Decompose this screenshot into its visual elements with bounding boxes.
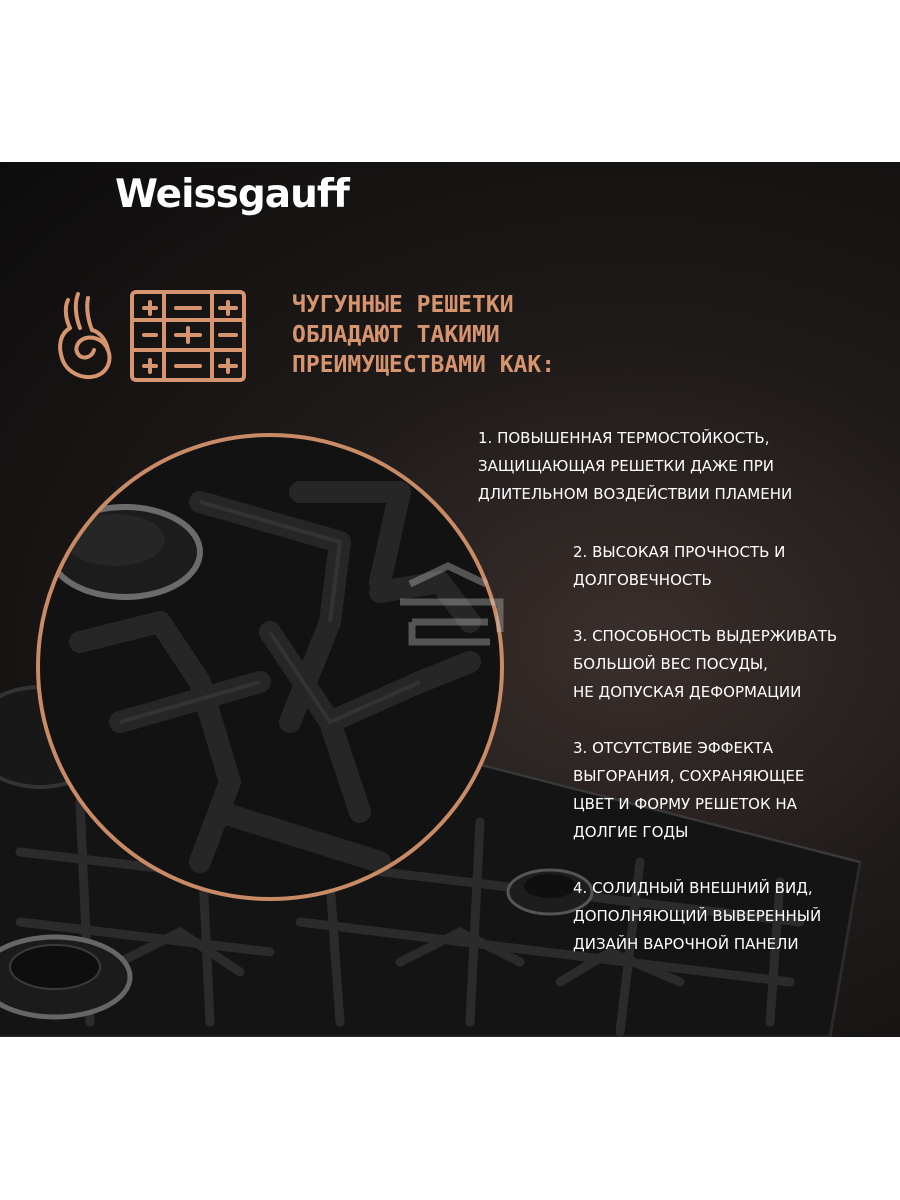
feature-line: ДОПОЛНЯЮЩИЙ ВЫВЕРЕННЫЙ (573, 907, 822, 925)
grate-icon (128, 288, 248, 384)
feature-line: 3. ОТСУТСТВИЕ ЭФФЕКТА (573, 739, 774, 757)
feature-line: НЕ ДОПУСКАЯ ДЕФОРМАЦИИ (573, 683, 802, 701)
heading-title (292, 290, 555, 380)
banner-panel (0, 162, 900, 1037)
feature-line: ЗАЩИЩАЮЩАЯ РЕШЕТКИ ДАЖЕ ПРИ (478, 457, 774, 475)
heading-line: ОБЛАДАЮТ ТАКИМИ (292, 322, 500, 348)
feature-line: 2. ВЫСОКАЯ ПРОЧНОСТЬ И (573, 543, 786, 561)
ok-hand-icon (50, 288, 114, 384)
feature-line: ВЫГОРАНИЯ, СОХРАНЯЮЩЕЕ (573, 767, 805, 785)
feature-line: 1. ПОВЫШЕННАЯ ТЕРМОСТОЙКОСТЬ, (478, 429, 770, 447)
feature-line: ЦВЕТ И ФОРМУ РЕШЕТОК НА (573, 795, 797, 813)
feature-2 (573, 538, 785, 594)
heading-line: ПРЕИМУЩЕСТВАМИ КАК: (292, 352, 556, 378)
feature-line: БОЛЬШОЙ ВЕС ПОСУДЫ, (573, 655, 768, 673)
feature-line: ДЛИТЕЛЬНОМ ВОЗДЕЙСТВИИ ПЛАМЕНИ (478, 485, 793, 503)
feature-5 (573, 874, 821, 958)
feature-line: ДОЛГИЕ ГОДЫ (573, 823, 689, 841)
feature-1 (478, 424, 792, 508)
feature-line: ДОЛГОВЕЧНОСТЬ (573, 571, 712, 589)
brand-logo: Weissgauff (115, 172, 349, 217)
feature-line: ДИЗАЙН ВАРОЧНОЙ ПАНЕЛИ (573, 935, 799, 953)
feature-line: 4. СОЛИДНЫЙ ВНЕШНИЙ ВИД, (573, 879, 813, 897)
feature-3 (573, 622, 837, 706)
heading-line: ЧУГУННЫЕ РЕШЕТКИ (292, 292, 514, 318)
feature-line: 3. СПОСОБНОСТЬ ВЫДЕРЖИВАТЬ (573, 627, 838, 645)
feature-4 (573, 734, 804, 846)
